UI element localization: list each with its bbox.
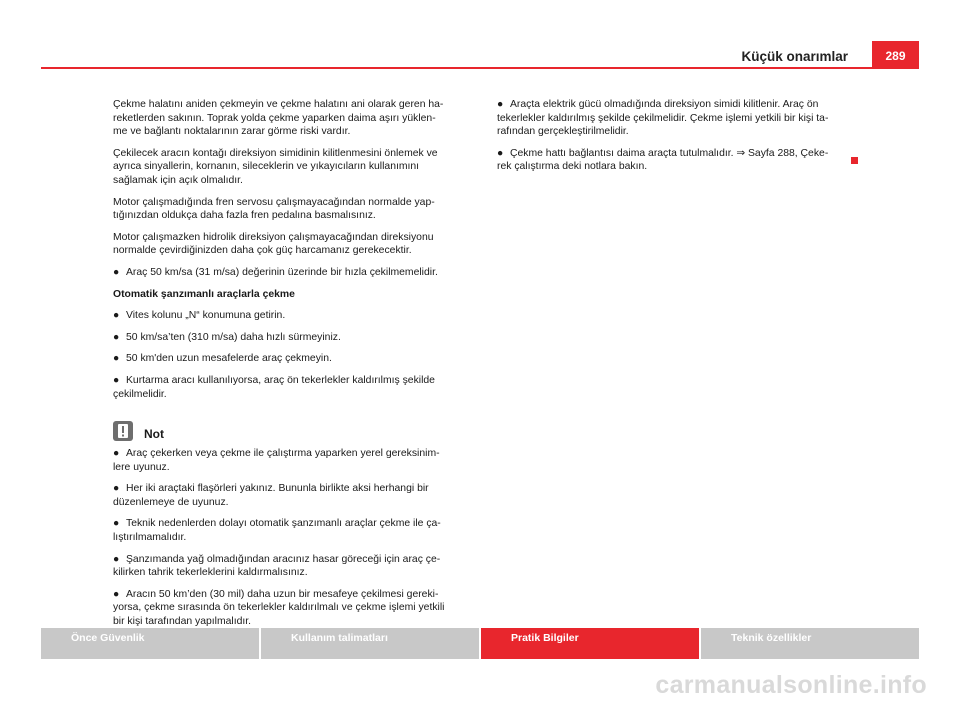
text-line: bir kişi tarafından yapılmalıdır. [113, 616, 252, 628]
tab-technical-specs[interactable]: Teknik özellikler [701, 628, 919, 659]
watermark: carmanualsonline.info [655, 671, 927, 699]
paragraph-brake-servo [113, 196, 468, 223]
bullet-icon: ● [113, 374, 120, 386]
auto-bullet-speed [113, 331, 468, 345]
text-line: tekerlekler kaldırılmış şekilde çekilmelidir. Çekme işlemi yetkili bir kişi ta- [497, 112, 829, 124]
text-line: Motor çalışmadığında fren servosu çalışmayacağından normalde yap- [113, 196, 435, 208]
text-line: sağlamak için açık olmalıdır. [113, 174, 243, 186]
right-bullet-steering-lock [497, 98, 857, 139]
bullet-icon: ● [113, 518, 120, 530]
right-bullet-tow-hook [497, 147, 857, 174]
page-number-badge: 289 [872, 41, 919, 67]
paragraph-power-steering [113, 231, 468, 258]
note-header [113, 421, 468, 441]
bullet-icon: ● [113, 448, 120, 460]
text-line: Teknik nedenlerden dolayı otomatik şanzımanlı araçlar çekme ile ça- [126, 518, 441, 530]
text-line: Motor çalışmazken hidrolik direksiyon çalışmayacağından direksiyonu [113, 231, 434, 243]
bullet-icon: ● [113, 483, 120, 495]
chapter-title: Küçük onarımlar [741, 49, 848, 64]
bullet-icon: ● [113, 331, 120, 343]
text-line: kilirken tahrik tekerleklerini kaldırmalısınız. [113, 567, 308, 579]
tab-safety[interactable]: Önce Güvenlik [41, 628, 259, 659]
note-bullet-long-distance [113, 588, 468, 629]
text-line: Araçta elektrik gücü olmadığında direksiyon simidi kilitlenir. Araç ön [510, 99, 819, 110]
left-column [113, 98, 468, 637]
bullet-icon: ● [113, 553, 120, 565]
right-column [497, 98, 857, 182]
text-line: düzenlemeye de uyunuz. [113, 496, 229, 508]
text-line: Çekme hattı bağlantısı daima araçta tutulmalıdır. ⇒ Sayfa 288, Çeke- [510, 147, 829, 159]
bullet-speed-limit [113, 266, 468, 280]
bullet-icon: ● [497, 147, 504, 159]
note-bullet-hazard-lights [113, 482, 468, 509]
text-line: reketlerden sakının. Toprak yolda çekme yaparken daima aşırı yüklen- [113, 112, 436, 124]
text-line: normalde çevirdiğinizden daha çok güç harcamanız gerekecektir. [113, 245, 412, 257]
auto-bullet-neutral [113, 309, 468, 323]
auto-bullet-recovery [113, 374, 468, 401]
text-line: tığınızdan oldukça daha fazla fren pedalına basmalısınız. [113, 210, 376, 222]
text-line: Çekme halatını aniden çekmeyin ve çekme halatını ani olarak geren ha- [113, 99, 444, 110]
note-title: Not [144, 427, 164, 442]
paragraph-sudden-pull [113, 98, 468, 139]
note-info-icon [113, 421, 133, 441]
note-bullet-no-tow-start [113, 517, 468, 544]
auto-bullet-distance [113, 352, 468, 366]
text-line: rafından gerçekleştirilmelidir. [497, 126, 629, 138]
section-end-marker [851, 157, 858, 164]
text-line: Çekilecek aracın kontağı direksiyon simidinin kilitlenmesini önlemek ve [113, 147, 438, 159]
tab-operating-instructions[interactable]: Kullanım talimatları [261, 628, 479, 659]
text-line: çekilmelidir. [113, 388, 167, 400]
text-line: lere uyunuz. [113, 461, 170, 473]
bullet-text: Araç 50 km/sa (31 m/sa) değerinin üzerinde bir hızla çekilmemelidir. [126, 266, 438, 278]
bullet-icon: ● [113, 310, 120, 322]
bullet-icon: ● [113, 266, 120, 278]
text-line: Şanzımanda yağ olmadığından aracınız hasar göreceği için araç çe- [126, 553, 441, 565]
note-bullet-local-rules [113, 447, 468, 474]
text-line: yorsa, çekme sırasında ön tekerlekler kaldırılmalı ve çekme işlemi yetkili [113, 602, 445, 614]
tab-practical-info[interactable]: Pratik Bilgiler [481, 628, 699, 659]
text-line: rek çalıştırma deki notlara bakın. [497, 161, 648, 173]
text-line: Araç çekerken veya çekme ile çalıştırma yaparken yerel gereksinim- [126, 448, 440, 460]
header-rule [41, 67, 919, 69]
text-line: me ve bağlantı noktalarının zarar görme riski vardır. [113, 126, 351, 138]
text-line: Her iki araçtaki flaşörleri yakınız. Bununla birlikte aksi herhangi bir [126, 483, 429, 495]
text-line: Kurtarma aracı kullanılıyorsa, araç ön tekerlekler kaldırılmış şekilde [126, 374, 435, 386]
bullet-icon: ● [497, 99, 504, 110]
footer-tabs [41, 628, 919, 659]
bullet-icon: ● [113, 588, 120, 600]
text-line: 50 km'den uzun mesafelerde araç çekmeyin. [126, 353, 332, 365]
bullet-icon: ● [113, 353, 120, 365]
text-line: 50 km/sa’ten (310 m/sa) daha hızlı sürmeyiniz. [126, 331, 341, 343]
text-line: lıştırılmamalıdır. [113, 532, 187, 544]
text-line: Vites kolunu „N“ konumuna getirin. [126, 310, 286, 322]
auto-transmission-heading: Otomatik şanzımanlı araçlarla çekme [113, 288, 295, 300]
paragraph-ignition [113, 147, 468, 188]
note-bullet-lift-drive-wheels [113, 553, 468, 580]
text-line: ayrıca sinyallerin, kornanın, sileceklerin ve yıkayıcıların kullanımını [113, 161, 420, 173]
text-line: Aracın 50 km’den (30 mil) daha uzun bir mesafeye çekilmesi gereki- [126, 588, 439, 600]
